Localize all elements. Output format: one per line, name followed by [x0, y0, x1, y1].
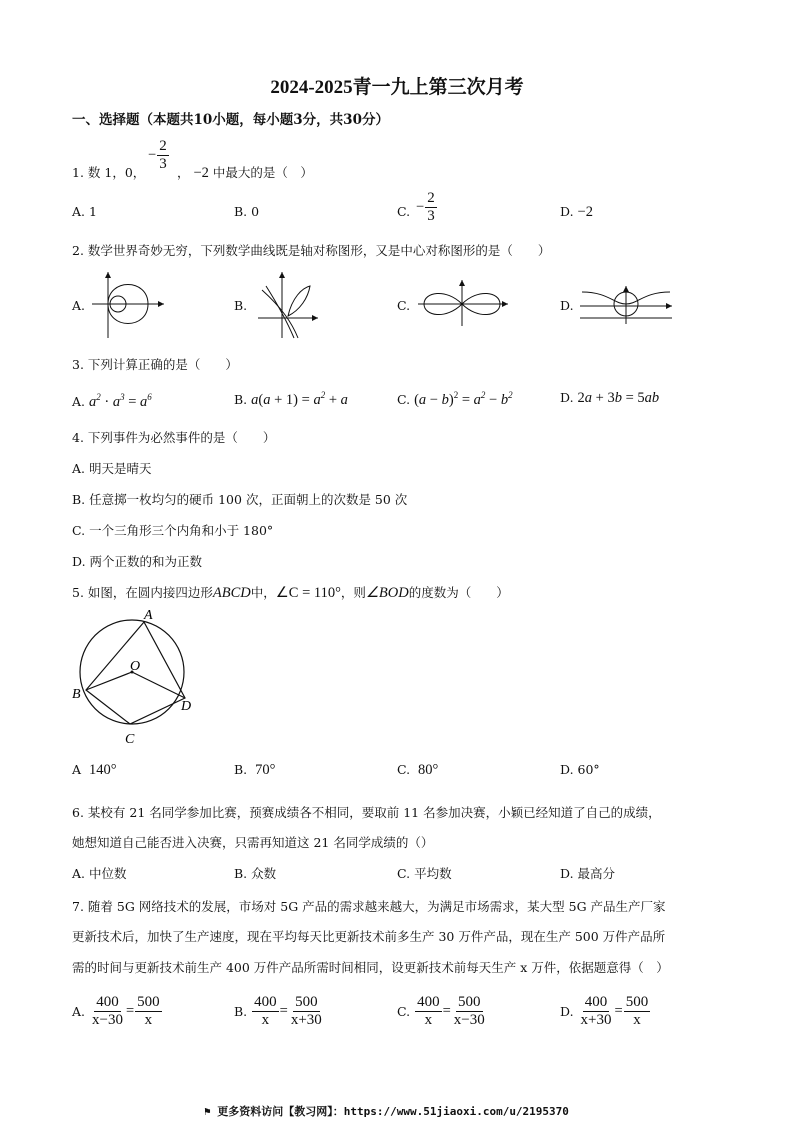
- q3-option-b: B. $a(a + 1) = a^2 + a$: [234, 390, 348, 408]
- q5-label-d: D: [181, 699, 192, 714]
- q7-option-b: B. $\frac{400}{x}$ = $\frac{500}{x+30}$: [234, 994, 322, 1028]
- q1-option-a: A. 1: [72, 204, 97, 219]
- q3-option-c: C. $(a - b)^2 = a^2 - b^2$: [397, 390, 513, 408]
- q5-option-d: D. 60°: [560, 762, 600, 777]
- q1-option-b: B. 0: [234, 204, 260, 219]
- flag-icon: ⚑: [204, 1105, 211, 1118]
- q6-option-a: A. 中位数: [72, 866, 127, 881]
- q2-figure-d: [578, 284, 674, 326]
- q6-option-c: C. 平均数: [397, 866, 452, 881]
- q2-option-a: A.: [72, 298, 86, 313]
- q6-option-d: D. 最高分: [560, 866, 616, 881]
- q2-figure-b: [252, 268, 324, 340]
- q5-option-b: B. 70°: [234, 762, 276, 778]
- q3-option-d: D. 2a + 3b = 5ab: [560, 390, 660, 406]
- q5-option-c: C. 80°: [397, 762, 439, 778]
- q2-figure-a: [88, 268, 168, 340]
- q7-option-a: A. $\frac{400}{x-30}$ = $\frac{500}{x}$: [72, 994, 160, 1028]
- q5-circle-figure: [68, 606, 198, 746]
- q7-option-d: D. $\frac{400}{x+30}$ = $\frac{500}{x}$: [560, 994, 649, 1028]
- q5-label-b: B: [72, 687, 81, 702]
- question-7-line-1: 7. 随着 5G 网络技术的发展，市场对 5G 产品的需求越来越大，为满足市场需求，某大型 5G 产品生产厂家: [72, 899, 666, 914]
- question-6-line-1: 6. 某校有 21 名同学参加比赛，预赛成绩各不相同，要取前 11 名参加决赛，小颖已经知道了自己的成绩，: [72, 805, 661, 820]
- q1-option-c-fraction: − $\frac{2}{3}$: [416, 190, 435, 224]
- question-1: [72, 163, 145, 181]
- question-6-line-2: 她想知道自己能否进入决赛，只需再知道这 21 名同学成绩的（）: [72, 835, 434, 850]
- question-4: 4. 下列事件为必然事件的是（ ）: [72, 430, 276, 445]
- q1-option-d: D. −2: [560, 204, 593, 220]
- question-7-line-2: 更新技术后，加快了生产速度，现在平均每天比更新技术前多生产 30 万件产品，现在生产 500 万件产品所: [72, 929, 666, 944]
- question-7-line-3: 需的时间与更新技术前生产 400 万件产品所需时间相同，设更新技术前每天生产 x 万件，依据题意得（ ）: [72, 960, 669, 975]
- q6-option-b: B. 众数: [234, 866, 277, 881]
- q2-figure-c: [416, 278, 510, 328]
- q2-option-d: D.: [560, 298, 574, 313]
- q5-option-a: A 140°: [72, 762, 117, 778]
- page-title: 2024-2025青一九上第三次月考: [270, 77, 524, 98]
- question-5: 5. 如图，在圆内接四边形ABCD中，∠C = 110°，则∠BOD的度数为（ ）: [72, 585, 509, 601]
- q4-option-b: B. 任意掷一枚均匀的硬币 100 次，正面朝上的次数是 50 次: [72, 492, 408, 507]
- q3-option-a: A. $a^2 \cdot a^3 = a^6$: [72, 392, 152, 410]
- q5-label-o: O: [130, 659, 141, 674]
- q1-option-c: C.: [397, 204, 411, 219]
- section-heading: 一、选择题（本题共10小题，每小题3分，共30分）: [72, 112, 389, 128]
- q5-label-c: C: [125, 732, 135, 746]
- question-3: 3. 下列计算正确的是（ ）: [72, 357, 238, 372]
- q4-option-d: D. 两个正数的和为正数: [72, 554, 203, 569]
- question-2: 2. 数学世界奇妙无穷，下列数学曲线既是轴对称图形，又是中心对称图形的是（ ）: [72, 243, 551, 258]
- footer-link[interactable]: ⚑ 更多资料访问【教习网】：https://www.51jiaoxi.com/u/2195370: [204, 1105, 569, 1118]
- q4-option-a: A. 明天是晴天: [72, 461, 152, 476]
- q2-option-c: C.: [397, 298, 411, 313]
- q5-label-a: A: [144, 608, 153, 623]
- q7-option-c: C. $\frac{400}{x}$ = $\frac{500}{x-30}$: [397, 994, 485, 1028]
- q4-option-c: C. 一个三角形三个内角和小于 180°: [72, 523, 274, 538]
- q1-fraction: − $\frac{2}{3}$: [148, 138, 167, 172]
- q2-option-b: B.: [234, 298, 248, 313]
- q1-stem: 1. 数 1，0，: [72, 165, 146, 180]
